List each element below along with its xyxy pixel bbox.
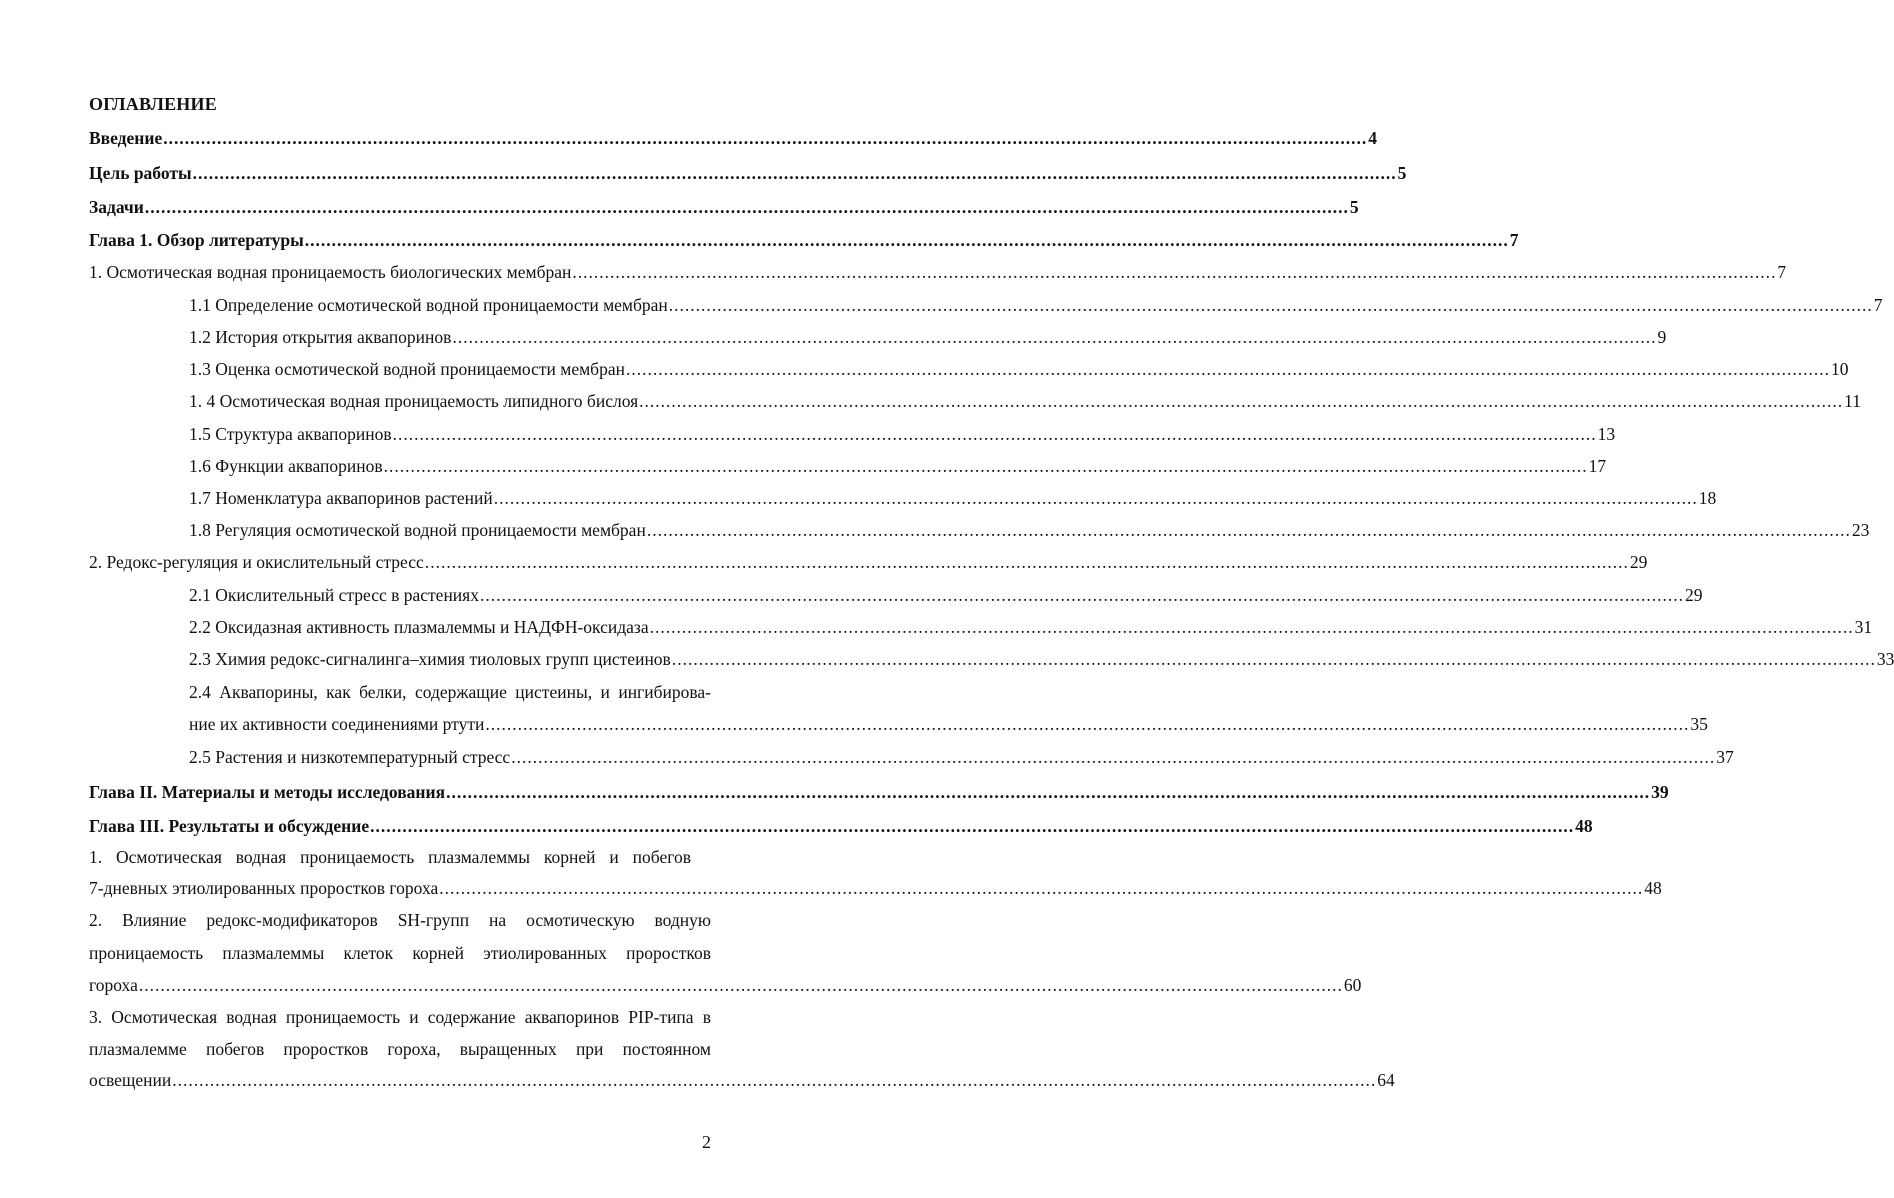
toc-entry-page: 10: [1830, 359, 1849, 379]
toc-entry-label: 2.1 Окислительный стресс в растениях: [189, 585, 479, 605]
toc-entry-page: 5: [1397, 163, 1407, 183]
toc-leader: ................................................................................................................................................................................................................................: [671, 649, 1876, 669]
toc-entry-label: Глава III. Результаты и обсуждение: [89, 816, 370, 836]
toc-leader: ................................................................................................................................................................................................................................: [304, 230, 1509, 250]
toc-leader: ................................................................................................................................................................................................................................: [639, 391, 1844, 411]
toc-entry-page: 7: [1873, 295, 1883, 315]
toc-entry: [89, 814, 1593, 838]
toc-entry-page: 64: [1377, 1070, 1395, 1090]
toc-entry-line1: 3. Осмотическая водная проницаемость и содержание аквапоринов PIP-типа в: [89, 1007, 711, 1027]
toc-entry-line1: 2.4 Аквапорины, как белки, содержащие цистеины, и ингибирова-: [189, 682, 711, 702]
toc-leader: ................................................................................................................................................................................................................................: [163, 128, 1368, 148]
toc-entry: [189, 647, 1894, 671]
toc-leader: ................................................................................................................................................................................................................................: [493, 488, 1698, 508]
toc-entry-page: 33: [1876, 649, 1894, 669]
toc-entry-page: 37: [1716, 747, 1734, 767]
toc-entry-label: 2.3 Химия редокс-сигналинга–химия тиоловых групп цистеинов: [189, 649, 671, 669]
toc-entry-label: 1.3 Оценка осмотической водной проницаемости мембран: [189, 359, 625, 379]
toc-entry-page: 29: [1629, 552, 1648, 572]
toc-leader: ................................................................................................................................................................................................................................: [370, 816, 1575, 836]
toc-leader: ................................................................................................................................................................................................................................: [572, 262, 1777, 282]
toc-entry-page: 35: [1690, 714, 1708, 734]
toc-entry-page: 48: [1644, 878, 1662, 898]
toc-entry-page: 7: [1777, 262, 1787, 282]
page-title: ОГЛАВЛЕНИЕ: [89, 94, 217, 114]
toc-entry: [89, 550, 1648, 574]
toc-entry-page: 11: [1844, 391, 1862, 411]
toc-entry-page: 60: [1343, 975, 1362, 995]
toc-entry-label: Задачи: [89, 197, 144, 217]
toc-entry: [189, 422, 1616, 446]
toc-leader: ................................................................................................................................................................................................................................: [646, 520, 1851, 540]
toc-entry-page: 13: [1597, 424, 1616, 444]
toc-leader: ................................................................................................................................................................................................................................: [192, 163, 1397, 183]
toc-entry: [89, 228, 1519, 252]
toc-entry-label: Введение: [89, 128, 163, 148]
toc-entry-label: 1.2 История открытия аквапоринов: [189, 327, 452, 347]
toc-leader: ................................................................................................................................................................................................................................: [479, 585, 1684, 605]
toc-entry: [89, 973, 1362, 997]
toc-entry: [89, 126, 1377, 150]
toc-entry: [89, 876, 1662, 900]
toc-entry-label: 1.5 Структура аквапоринов: [189, 424, 392, 444]
toc-entry: [189, 583, 1703, 607]
toc-leader: ................................................................................................................................................................................................................................: [138, 975, 1343, 995]
toc-entry: [189, 325, 1667, 349]
toc-entry: [89, 780, 1669, 804]
toc-entry-label: освещении: [89, 1070, 172, 1090]
toc-entry: [189, 486, 1717, 510]
toc-entry: [189, 615, 1873, 639]
toc-entry-label: Глава II. Материалы и методы исследования: [89, 782, 446, 802]
toc-entry-label: ние их активности соединениями ртути: [189, 714, 485, 734]
toc-entry: [189, 712, 1708, 736]
toc-leader: ................................................................................................................................................................................................................................: [172, 1070, 1377, 1090]
toc-entry-page: 31: [1854, 617, 1873, 637]
toc-entry-label: гороха: [89, 975, 138, 995]
toc-entry-line1: 2. Влияние редокс-модификаторов SH-групп на осмотическую водную: [89, 910, 711, 930]
toc-entry-page: 39: [1651, 782, 1669, 802]
toc-entry-line2: проницаемость плазмалеммы клеток корней этиолированных проростков: [89, 943, 711, 963]
toc-entry-label: Цель работы: [89, 163, 192, 183]
toc-entry: [189, 745, 1734, 769]
toc-entry: [89, 161, 1407, 185]
toc-entry-page: 5: [1349, 197, 1359, 217]
toc-entry: [189, 293, 1883, 317]
toc-leader: ................................................................................................................................................................................................................................: [439, 878, 1644, 898]
page-number: 2: [702, 1132, 711, 1152]
toc-entry: [89, 260, 1787, 284]
toc-entry-page: 17: [1588, 456, 1607, 476]
toc-entry-label: 1.1 Определение осмотической водной проницаемости мембран: [189, 295, 668, 315]
toc-entry-label: 1. 4 Осмотическая водная проницаемость липидного бислоя: [189, 391, 639, 411]
toc-entry-page: 23: [1851, 520, 1870, 540]
toc-entry: [189, 389, 1862, 413]
toc-leader: ................................................................................................................................................................................................................................: [625, 359, 1830, 379]
toc-entry-page: 29: [1684, 585, 1703, 605]
toc-leader: ................................................................................................................................................................................................................................: [668, 295, 1873, 315]
toc-entry-page: 9: [1657, 327, 1667, 347]
toc-entry-page: 7: [1509, 230, 1519, 250]
toc-leader: ................................................................................................................................................................................................................................: [511, 747, 1716, 767]
toc-entry-label: Глава 1. Обзор литературы: [89, 230, 304, 250]
toc-entry: [189, 454, 1607, 478]
toc-entry-label: 7-дневных этиолированных проростков гороха: [89, 878, 439, 898]
toc-entry-page: 48: [1575, 816, 1593, 836]
toc-entry-page: 18: [1698, 488, 1717, 508]
toc-leader: ................................................................................................................................................................................................................................: [446, 782, 1651, 802]
toc-leader: ................................................................................................................................................................................................................................: [392, 424, 1597, 444]
toc-entry-label: 1. Осмотическая водная проницаемость биологических мембран: [89, 262, 572, 282]
toc-entry-label: 1.6 Функции аквапоринов: [189, 456, 383, 476]
toc-entry-label: 2.2 Оксидазная активность плазмалеммы и НАДФН-оксидаза: [189, 617, 649, 637]
toc-entry-label: 1.7 Номенклатура аквапоринов растений: [189, 488, 493, 508]
toc-entry-label: 2. Редокс-регуляция и окислительный стресс: [89, 552, 424, 572]
toc-leader: ................................................................................................................................................................................................................................: [383, 456, 1588, 476]
toc-entry: [89, 195, 1359, 219]
toc-leader: ................................................................................................................................................................................................................................: [144, 197, 1349, 217]
toc-entry: [189, 357, 1849, 381]
toc-leader: ................................................................................................................................................................................................................................: [424, 552, 1629, 572]
toc-entry-line2: плазмалемме побегов проростков гороха, выращенных при постоянном: [89, 1039, 711, 1059]
toc-leader: ................................................................................................................................................................................................................................: [485, 714, 1690, 734]
toc-entry-label: 1.8 Регуляция осмотической водной проницаемости мембран: [189, 520, 646, 540]
toc-leader: ................................................................................................................................................................................................................................: [649, 617, 1854, 637]
toc-leader: ................................................................................................................................................................................................................................: [452, 327, 1657, 347]
toc-entry: [189, 518, 1870, 542]
toc-entry-page: 4: [1368, 128, 1377, 148]
toc-entry: [89, 1068, 1395, 1092]
toc-entry-label: 2.5 Растения и низкотемпературный стресс: [189, 747, 511, 767]
toc-entry-line1: 1. Осмотическая водная проницаемость плазмалеммы корней и побегов: [89, 847, 691, 867]
